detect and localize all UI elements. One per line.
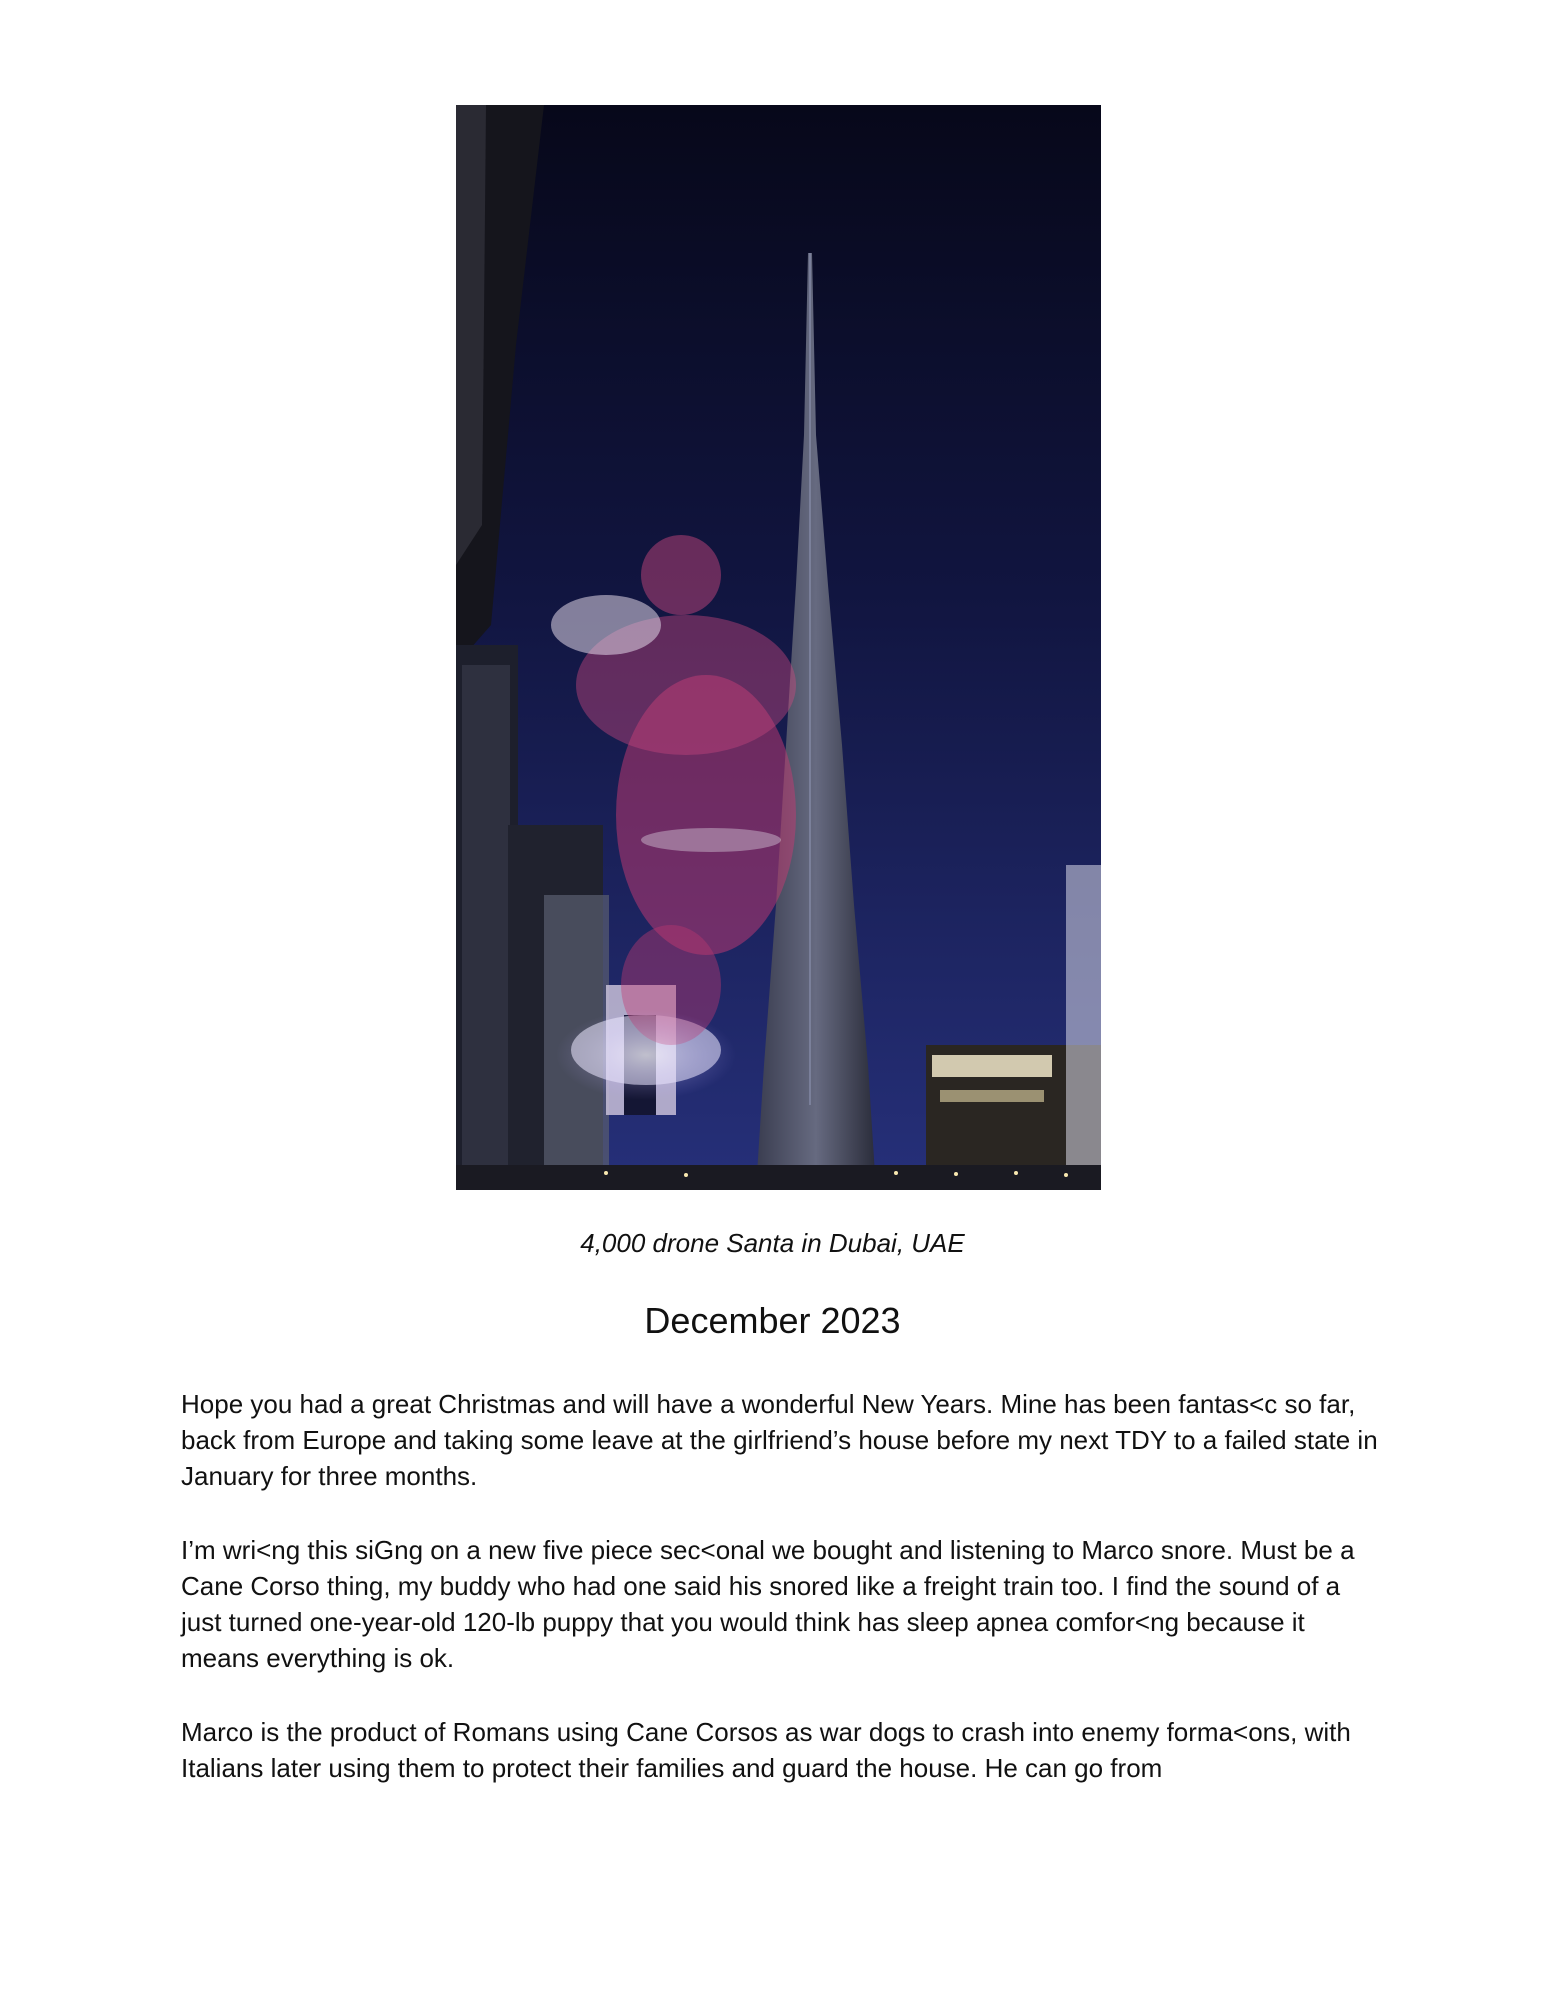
paragraph: Hope you had a great Christmas and will have a wonderful New Years. Mine has been fantas<c so far, back from Europe and taking some leave at the girlfriend’s house before my next TDY to a failed state in January for three months. bbox=[181, 1389, 1378, 1491]
paragraph: I’m wri<ng this siGng on a new five piece sec<onal we bought and listening to Marco snore. Must be a Cane Corso thing, my buddy who had one said his snored like a freight train too. I find the sound of a just turned one-year-old 120-lb puppy that you would think has sleep apnea comfor<ng because it means everything is ok. bbox=[181, 1535, 1355, 1673]
page-title: December 2023 bbox=[644, 1300, 901, 1341]
paragraph: Marco is the product of Romans using Cane Corsos as war dogs to crash into enemy forma<ons, with Italians later using them to protect their families and guard the house. He can go from bbox=[181, 1717, 1351, 1783]
letter-body bbox=[181, 1386, 1381, 1824]
photo-caption: 4,000 drone Santa in Dubai, UAE bbox=[580, 1228, 965, 1258]
drone-santa-photo bbox=[456, 105, 1101, 1190]
